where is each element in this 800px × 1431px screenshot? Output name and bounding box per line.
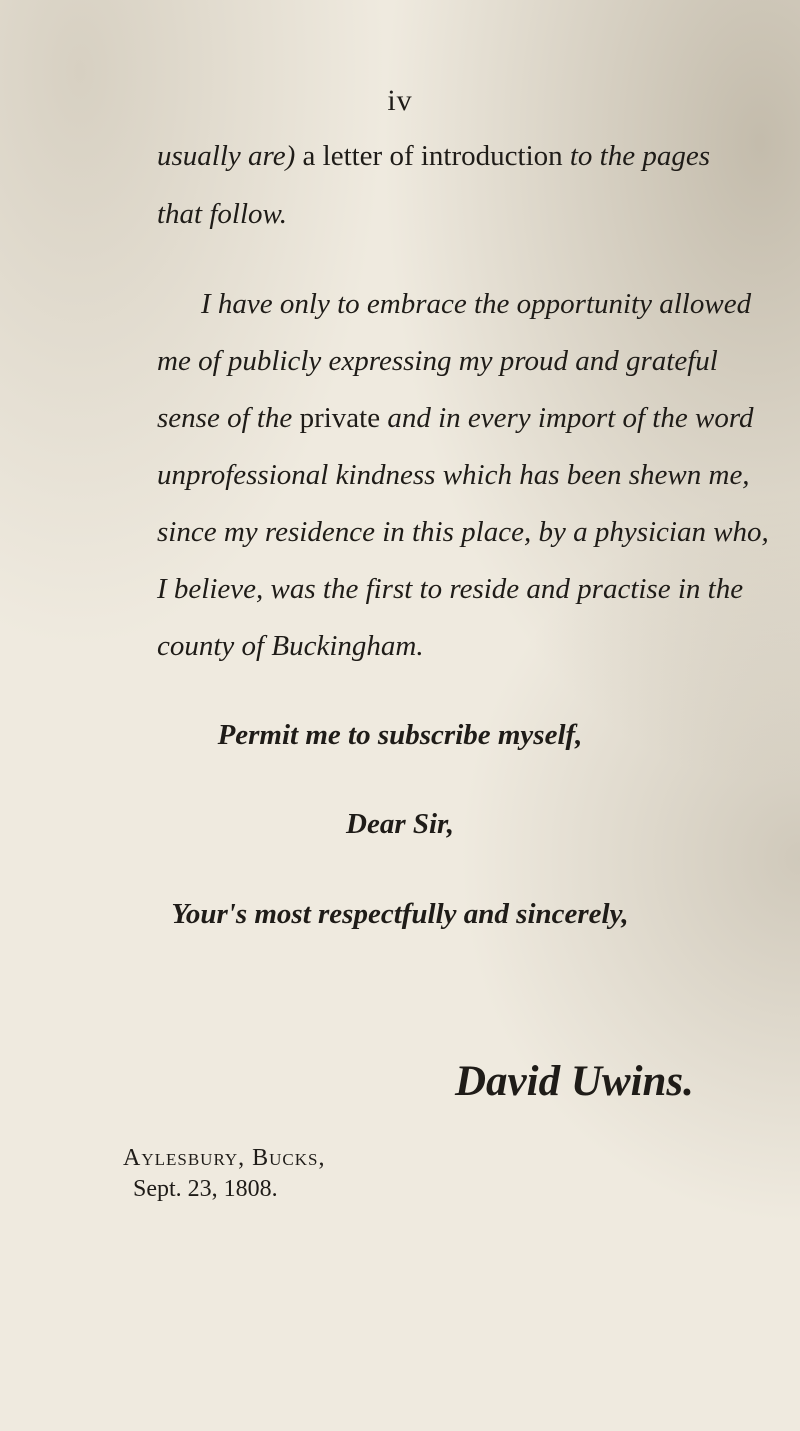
signature: David Uwins. — [455, 1058, 694, 1105]
text-line-2: that follow. — [157, 198, 287, 230]
text-segment: and in every import of the word — [380, 402, 754, 434]
text-line-7: since my residence in this place, by a physician who, — [157, 516, 769, 548]
text-segment: usually are) — [157, 140, 296, 172]
valediction: Your's most respectfully and sincerely, — [171, 898, 629, 930]
page-number: iv — [387, 84, 413, 117]
text-line-1 — [157, 142, 710, 171]
salutation: Dear Sir, — [346, 808, 454, 840]
text-line-8: I believe, was the first to reside and practise in the — [157, 573, 744, 605]
text-line-3: I have only to embrace the opportunity allowed — [201, 288, 752, 320]
text-segment: to the pages — [569, 140, 711, 172]
text-segment: sense of the — [157, 402, 300, 434]
text-line-6: unprofessional kindness which has been shewn me, — [157, 459, 750, 491]
date-line: Sept. 23, 1808. — [133, 1176, 278, 1202]
closing-permit: Permit me to subscribe myself, — [217, 719, 583, 751]
text-segment: a letter of introduction — [295, 140, 570, 172]
text-line-5 — [157, 404, 754, 433]
place-line: Aylesbury, Bucks, — [123, 1145, 326, 1171]
text-line-9: county of Buckingham. — [157, 630, 424, 662]
text-line-4: me of publicly expressing my proud and grateful — [157, 345, 718, 377]
text-segment: private — [299, 402, 381, 434]
